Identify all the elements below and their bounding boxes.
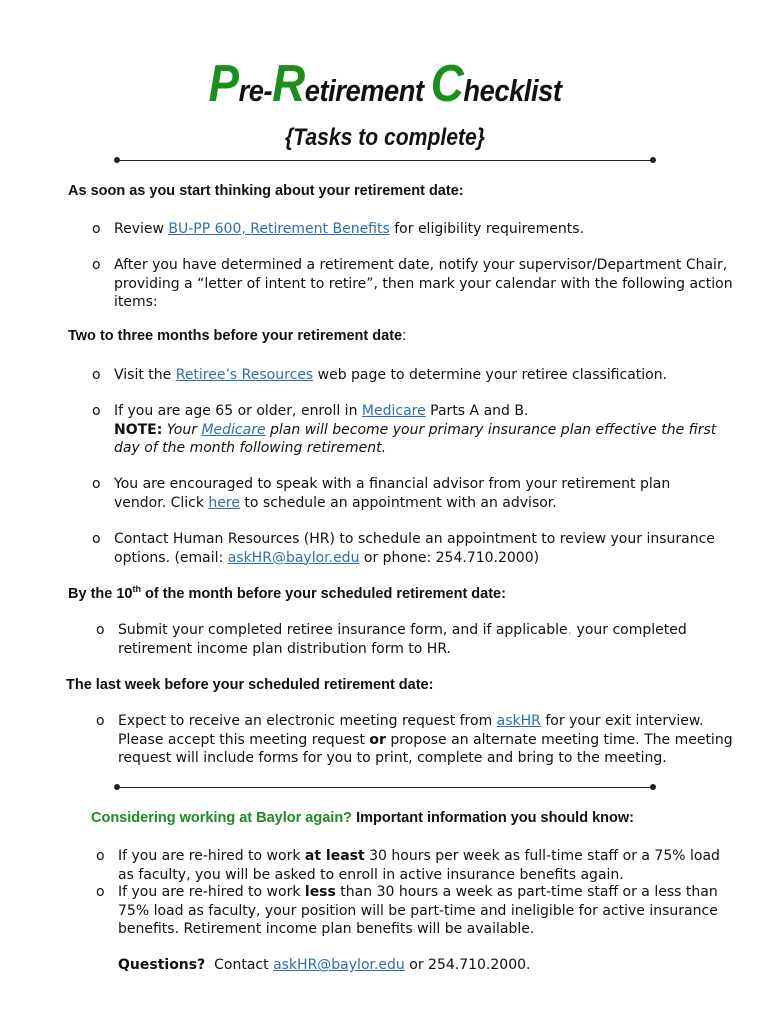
list-item: If you are re-hired to work at least 30 hours per week as full-time staff or a 75% load as faculty, you will be asked to enroll in active insurance benefits again.: [118, 848, 720, 883]
bullet: o: [92, 403, 101, 419]
divider-bottom: [117, 787, 653, 788]
list-item: Submit your completed retiree insurance form, and if applicable, your completed retirement income plan distribution form to HR.: [118, 622, 687, 657]
list-item: Contact Human Resources (HR) to schedule an appointment to review your insurance options. (email: askHR@baylor.edu or phone: 254.710.2000): [114, 531, 715, 566]
section-heading-start: As soon as you start thinking about your retirement date:: [68, 183, 464, 199]
bullet: o: [96, 713, 105, 729]
section-heading-two-three-months: Two to three months before your retirement date:: [68, 328, 407, 344]
section-heading-last-week: The last week before your scheduled retirement date:: [66, 677, 434, 693]
page-subtitle: {Tasks to complete}: [285, 124, 485, 151]
list-item: After you have determined a retirement date, notify your supervisor/Department Chair, providing a “letter of intent to retire”, then mark your calendar with the following action items:: [114, 257, 733, 310]
list-item: You are encouraged to speak with a financial advisor from your retirement plan vendor. Click here to schedule an appointment with an advisor.: [114, 476, 671, 511]
list-item: Review BU-PP 600, Retirement Benefits for eligibility requirements.: [114, 221, 585, 237]
bullet: o: [92, 476, 101, 492]
bullet: o: [96, 622, 105, 638]
bullet: o: [96, 848, 105, 864]
list-item: If you are re-hired to work less than 30 hours a week as part-time staff or a less than 75% load as faculty, your position will be part-time and ineligible for active insurance benefits. Retirement income plan benefits will be available.: [118, 884, 718, 937]
bullet: o: [96, 884, 105, 900]
bullet: o: [92, 221, 101, 237]
questions-line: Questions? Contact askHR@baylor.edu or 254.710.2000.: [118, 957, 531, 973]
list-item: Expect to receive an electronic meeting request from askHR for your exit interview. Please accept this meeting request or propose an alternate meeting time. The meeting request will include forms for you to print, complete and bring to the meeting.: [118, 713, 733, 766]
divider-top: [117, 160, 653, 161]
medicare-link[interactable]: Medicare: [361, 403, 426, 419]
section-heading-10th-of-month: By the 10th of the month before your scheduled retirement date:: [68, 584, 506, 602]
page-title: Pre-Retirement Checklist: [208, 55, 562, 113]
schedule-advisor-link[interactable]: here: [208, 494, 240, 511]
bullet: o: [92, 531, 101, 547]
retirees-resources-link[interactable]: Retiree’s Resources: [175, 367, 314, 383]
bullet: o: [92, 367, 101, 383]
medicare-note-link[interactable]: Medicare: [201, 421, 266, 438]
askhr-link[interactable]: askHR: [496, 713, 541, 729]
section-heading-rehire: Considering working at Baylor again? Important information you should know:: [91, 810, 634, 826]
bu-pp-600-link[interactable]: BU-PP 600, Retirement Benefits: [168, 221, 390, 237]
questions-email-link[interactable]: askHR@baylor.edu: [273, 957, 405, 973]
list-item: If you are age 65 or older, enroll in Medicare Parts A and B. NOTE: Your Medicare plan will become your primary insurance plan effective the first day of the month following retirement.: [114, 403, 717, 456]
list-item: Visit the Retiree’s Resources web page to determine your retiree classification.: [114, 367, 668, 383]
bullet: o: [92, 257, 101, 273]
askhr-email-link[interactable]: askHR@baylor.edu: [227, 549, 360, 566]
